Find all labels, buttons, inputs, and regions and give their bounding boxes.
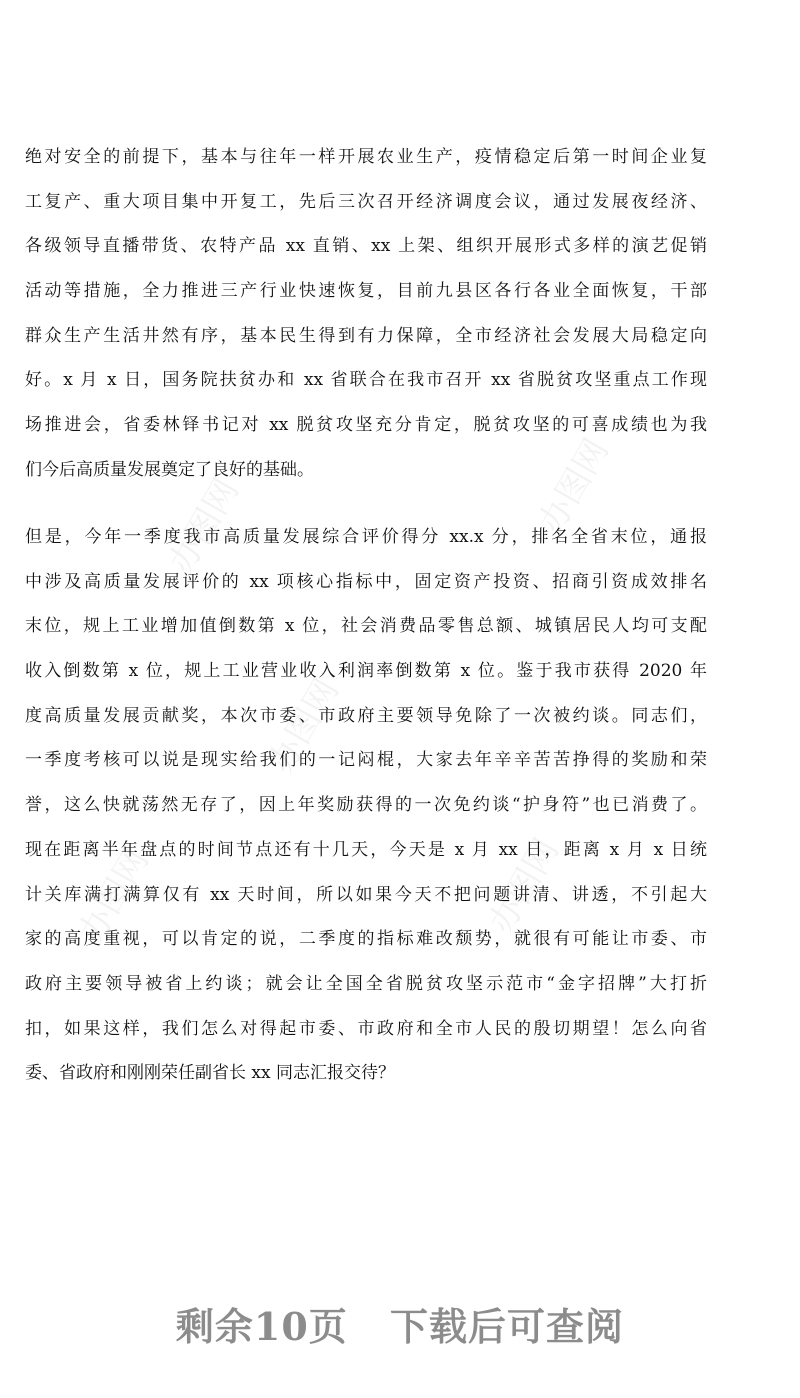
text-line: 末位，规上工业增加值倒数第 x 位，社会消费品零售总额、城镇居民人均可支配: [25, 616, 707, 637]
text-line: 现在距离半年盘点的时间节点还有十几天，今天是 x 月 xx 日，距离 x 月 x 日统: [25, 839, 707, 860]
text-line: 收入倒数第 x 位，规上工业营业收入利润率倒数第 x 位。鉴于我市获得 2020 年: [25, 661, 707, 682]
text-line: 中涉及高质量发展评价的 xx 项核心指标中，固定资产投资、招商引资成效排名: [25, 571, 707, 592]
watermark: 办图网: [261, 672, 347, 781]
download-prompt[interactable]: [0, 1296, 800, 1351]
text-line: 誉，这么快就荡然无存了，因上年奖励获得的一次免约谈“护身符”也已消费了。: [25, 795, 707, 816]
text-line: 一季度考核可以说是现实给我们的一记闷棍，大家去年辛辛苦苦挣得的奖励和荣: [25, 750, 707, 771]
text-line: 们今后高质量发展奠定了良好的基础。: [25, 459, 314, 480]
remaining-pages-label: 剩余10页: [175, 1304, 348, 1349]
watermark: 办图网: [481, 832, 567, 941]
text-line: 家的高度重视，可以肯定的说，二季度的指标难改颓势，就很有可能让市委、市: [25, 929, 707, 950]
text-line: 好。x 月 x 日，国务院扶贫办和 xx 省联合在我市召开 xx 省脱贫攻坚重点工作现: [25, 370, 707, 391]
text-line: 绝对安全的前提下，基本与往年一样开展农业生产，疫情稳定后第一时间企业复: [25, 147, 707, 167]
text-line: 工复产、重大项目集中开复工，先后三次召开经济调度会议，通过发展夜经济、: [25, 191, 707, 212]
watermark: 办图网: [161, 472, 247, 581]
text-line: 群众生产生活井然有序，基本民生得到有力保障，全市经济社会发展大局稳定向: [25, 325, 707, 346]
text-line: 各级领导直播带货、农特产品 xx 直销、xx 上架、组织开展形式多样的演艺促销: [25, 236, 707, 257]
paragraph-2: [25, 515, 707, 1096]
download-to-view-label: 下载后可查阅: [390, 1304, 625, 1349]
watermark: 办图网: [531, 432, 617, 541]
text-line: 活动等措施，全力推进三产行业快速恢复，目前九县区各行各业全面恢复，干部: [25, 281, 707, 302]
text-line: 扣，如果这样，我们怎么对得起市委、市政府和全市人民的殷切期望！怎么向省: [25, 1018, 707, 1039]
text-line: 但是，今年一季度我市高质量发展综合评价得分 xx.x 分，排名全省末位，通报: [25, 527, 707, 547]
text-line: 计关库满打满算仅有 xx 天时间，所以如果今天不把问题讲清、讲透，不引起大: [25, 884, 707, 905]
text-line: 政府主要领导被省上约谈；就会让全国全省脱贫攻坚示范市“金字招牌”大打折: [25, 973, 707, 994]
paragraph-1: [25, 135, 707, 493]
watermark: 办图网: [71, 842, 157, 951]
text-line: 委、省政府和刚刚荣任副省长 xx 同志汇报交待？: [25, 1063, 395, 1084]
text-line: 度高质量发展贡献奖，本次市委、市政府主要领导免除了一次被约谈。同志们，: [25, 705, 707, 726]
text-line: 场推进会，省委林铎书记对 xx 脱贫攻坚充分肯定，脱贫攻坚的可喜成绩也为我: [25, 415, 707, 436]
